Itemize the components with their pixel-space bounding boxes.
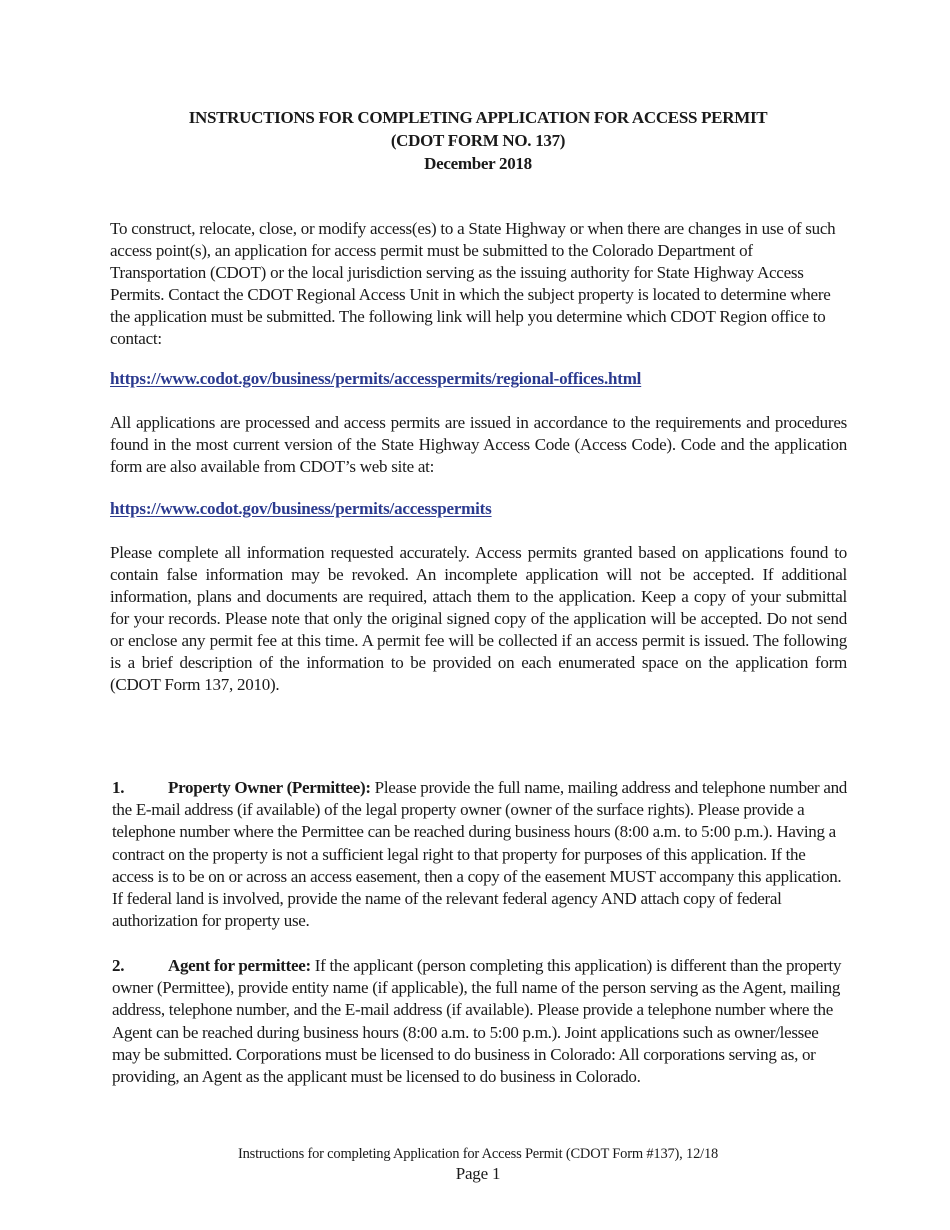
page-footer (0, 1145, 950, 1184)
item-number: 1. (112, 778, 125, 797)
item-heading: Agent for permittee: (168, 956, 311, 975)
regional-offices-link[interactable]: https://www.codot.gov/business/permits/accesspermits/regional-offices.html (110, 369, 642, 388)
title-date: December 2018 (424, 154, 532, 173)
access-permits-link[interactable]: https://www.codot.gov/business/permits/accesspermits (110, 499, 492, 518)
item-text: Please provide the full name, mailing address and telephone number and the E-mail address (if available) of the legal property owner (owner of the surface rights). Please provide a telephone number where the Permittee can be reached during business hours (8:00 a.m. to 5:00 p.m.). Having a contract on the property is not a sufficient legal right to that property for purposes of this application. If the access is to be on or across an access easement, then a copy of the easement MUST accompany this application. If federal land is involved, provide the name of the relevant federal agency AND attach copy of federal authorization for property use. (112, 778, 848, 931)
complete-information-paragraph: Please complete all information requested accurately. Access permits granted based on applications found to contain false information may be revoked. An incomplete application will not be accepted. If additional information, plans and documents are required, attach them to the application. Keep a copy of your submittal for your records. Please note that only the original signed copy of the application will be accepted. Do not send or enclose any permit fee at this time. A permit fee will be collected if an access permit is issued. The following is a brief description of the information to be provided on each enumerated space on the application form (CDOT Form 137, 2010). (110, 543, 847, 694)
item-heading: Property Owner (Permittee): (168, 778, 371, 797)
item-number: 2. (112, 956, 125, 975)
access-code-paragraph: All applications are processed and access permits are issued in accordance to the requirements and procedures found in the most current version of the State Highway Access Code (Access Code). Code and the application form are also available from CDOT’s web site at: (110, 413, 847, 476)
intro-paragraph: To construct, relocate, close, or modify access(es) to a State Highway or when there are changes in use of such access point(s), an application for access permit must be submitted to the Colorado Department of Transportation (CDOT) or the local jurisdiction serving as the issuing authority for State Highway Access Permits. Contact the CDOT Regional Access Unit in which the subject property is located to determine where the application must be submitted. The following link will help you determine which CDOT Region office to contact: (110, 219, 836, 348)
instruction-item-property-owner (112, 777, 847, 932)
title-line-1: INSTRUCTIONS FOR COMPLETING APPLICATION FOR ACCESS PERMIT (188, 108, 768, 127)
page-number: Page 1 (455, 1164, 501, 1183)
title-line-2: (CDOT FORM NO. 137) (390, 131, 566, 150)
footer-document-reference: Instructions for completing Application for Access Permit (CDOT Form #137), 12/18 (237, 1146, 719, 1162)
instruction-item-agent (112, 955, 847, 1088)
document-title (0, 106, 950, 175)
item-text: If the applicant (person completing this application) is different than the property owner (Permittee), provide entity name (if applicable), the full name of the person serving as the Agent, mailing address, telephone number, and the E-mail address (if available). Please provide a telephone number where the Agent can be reached during business hours (8:00 a.m. to 5:00 p.m.). Joint applications such as owner/lessee may be submitted. Corporations must be licensed to do business in Colorado: All corporations serving as, or providing, an Agent as the applicant must be licensed to do business in Colorado. (112, 956, 842, 1087)
